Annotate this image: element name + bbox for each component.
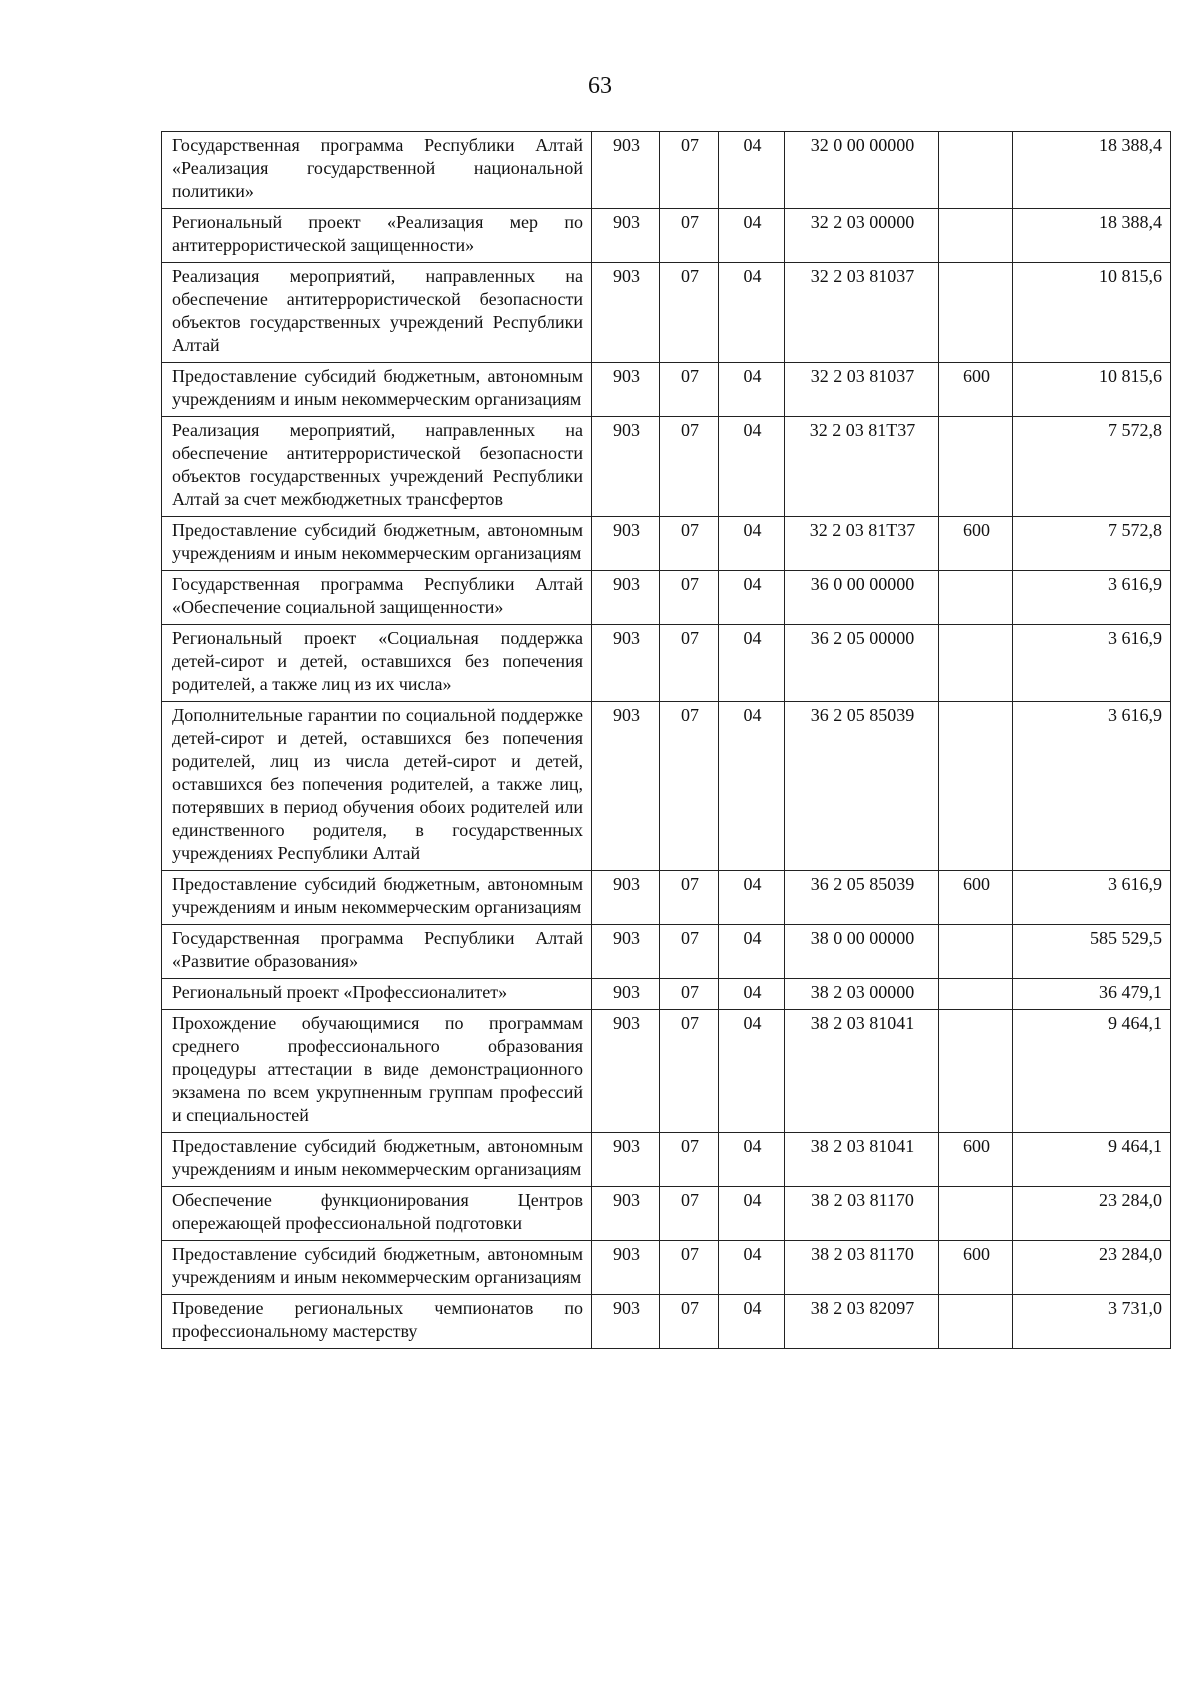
cell-target: 32 2 03 81Т37 — [785, 417, 939, 517]
cell-target: 32 2 03 81Т37 — [785, 517, 939, 571]
table-row — [162, 517, 1171, 571]
cell-name: Реализация мероприятий, направленных на обеспечение антитеррористической безопасности объектов государственных учреждений Республики Алтай — [162, 263, 592, 363]
cell-subsection: 04 — [719, 417, 785, 517]
cell-ministry: 903 — [592, 1187, 660, 1241]
cell-amount: 36 479,1 — [1013, 979, 1171, 1010]
cell-name: Предоставление субсидий бюджетным, автономным учреждениям и иным некоммерческим организациям — [162, 871, 592, 925]
cell-amount: 23 284,0 — [1013, 1187, 1171, 1241]
table-row — [162, 1241, 1171, 1295]
cell-expense-type: 600 — [939, 1133, 1013, 1187]
cell-section: 07 — [660, 417, 719, 517]
cell-ministry: 903 — [592, 209, 660, 263]
cell-ministry: 903 — [592, 1241, 660, 1295]
cell-amount: 7 572,8 — [1013, 517, 1171, 571]
cell-subsection: 04 — [719, 871, 785, 925]
cell-section: 07 — [660, 1010, 719, 1133]
cell-target: 32 2 03 81037 — [785, 363, 939, 417]
cell-amount: 7 572,8 — [1013, 417, 1171, 517]
cell-amount: 10 815,6 — [1013, 363, 1171, 417]
cell-expense-type: 600 — [939, 1241, 1013, 1295]
cell-target: 32 0 00 00000 — [785, 132, 939, 209]
cell-section: 07 — [660, 132, 719, 209]
table-row — [162, 263, 1171, 363]
table-row — [162, 1010, 1171, 1133]
cell-expense-type — [939, 132, 1013, 209]
table-row — [162, 702, 1171, 871]
cell-amount: 9 464,1 — [1013, 1133, 1171, 1187]
cell-expense-type — [939, 263, 1013, 363]
cell-subsection: 04 — [719, 1295, 785, 1349]
cell-subsection: 04 — [719, 925, 785, 979]
cell-expense-type — [939, 1187, 1013, 1241]
table-row — [162, 417, 1171, 517]
cell-target: 38 0 00 00000 — [785, 925, 939, 979]
cell-section: 07 — [660, 517, 719, 571]
cell-section: 07 — [660, 571, 719, 625]
cell-amount: 23 284,0 — [1013, 1241, 1171, 1295]
cell-target: 36 2 05 85039 — [785, 702, 939, 871]
cell-target: 36 2 05 85039 — [785, 871, 939, 925]
cell-ministry: 903 — [592, 363, 660, 417]
cell-target: 38 2 03 81170 — [785, 1241, 939, 1295]
cell-amount: 3 616,9 — [1013, 571, 1171, 625]
table-row — [162, 363, 1171, 417]
cell-amount: 3 616,9 — [1013, 702, 1171, 871]
table-row — [162, 925, 1171, 979]
table-row — [162, 871, 1171, 925]
cell-expense-type: 600 — [939, 517, 1013, 571]
cell-name: Прохождение обучающимися по программам среднего профессионального образования процедуры аттестации в виде демонстрационного экзамена по всем укрупненным группам профессий и специальностей — [162, 1010, 592, 1133]
cell-name: Государственная программа Республики Алтай «Обеспечение социальной защищенности» — [162, 571, 592, 625]
cell-subsection: 04 — [719, 1010, 785, 1133]
table-row — [162, 132, 1171, 209]
cell-section: 07 — [660, 702, 719, 871]
cell-target: 38 2 03 81170 — [785, 1187, 939, 1241]
cell-expense-type — [939, 925, 1013, 979]
cell-expense-type — [939, 979, 1013, 1010]
cell-name: Проведение региональных чемпионатов по профессиональному мастерству — [162, 1295, 592, 1349]
cell-section: 07 — [660, 1187, 719, 1241]
cell-name: Дополнительные гарантии по социальной поддержке детей-сирот и детей, оставшихся без попечения родителей, лиц из числа детей-сирот и детей, оставшихся без попечения родителей, а также лиц, потерявших в период обучения обоих родителей или единственного родителя, в государственных учреждениях Республики Алтай — [162, 702, 592, 871]
cell-name: Предоставление субсидий бюджетным, автономным учреждениям и иным некоммерческим организациям — [162, 1241, 592, 1295]
cell-amount: 3 616,9 — [1013, 625, 1171, 702]
cell-ministry: 903 — [592, 925, 660, 979]
cell-target: 38 2 03 81041 — [785, 1133, 939, 1187]
cell-section: 07 — [660, 263, 719, 363]
cell-subsection: 04 — [719, 263, 785, 363]
cell-ministry: 903 — [592, 625, 660, 702]
cell-target: 38 2 03 00000 — [785, 979, 939, 1010]
cell-target: 32 2 03 81037 — [785, 263, 939, 363]
cell-subsection: 04 — [719, 571, 785, 625]
cell-subsection: 04 — [719, 1187, 785, 1241]
cell-ministry: 903 — [592, 871, 660, 925]
cell-amount: 9 464,1 — [1013, 1010, 1171, 1133]
cell-expense-type — [939, 209, 1013, 263]
cell-target: 38 2 03 81041 — [785, 1010, 939, 1133]
cell-subsection: 04 — [719, 209, 785, 263]
table-row — [162, 1187, 1171, 1241]
cell-section: 07 — [660, 209, 719, 263]
cell-subsection: 04 — [719, 1133, 785, 1187]
table-row — [162, 571, 1171, 625]
cell-amount: 585 529,5 — [1013, 925, 1171, 979]
cell-expense-type: 600 — [939, 363, 1013, 417]
table-row — [162, 1295, 1171, 1349]
table-row — [162, 209, 1171, 263]
cell-target: 32 2 03 00000 — [785, 209, 939, 263]
cell-ministry: 903 — [592, 1295, 660, 1349]
cell-target: 38 2 03 82097 — [785, 1295, 939, 1349]
cell-expense-type — [939, 1295, 1013, 1349]
cell-name: Региональный проект «Социальная поддержка детей-сирот и детей, оставшихся без попечения родителей, а также лиц из их числа» — [162, 625, 592, 702]
cell-target: 36 2 05 00000 — [785, 625, 939, 702]
cell-subsection: 04 — [719, 702, 785, 871]
cell-ministry: 903 — [592, 263, 660, 363]
cell-subsection: 04 — [719, 363, 785, 417]
cell-section: 07 — [660, 871, 719, 925]
cell-target: 36 0 00 00000 — [785, 571, 939, 625]
cell-section: 07 — [660, 363, 719, 417]
cell-amount: 18 388,4 — [1013, 132, 1171, 209]
page-number: 63 — [588, 73, 612, 99]
cell-name: Обеспечение функционирования Центров опережающей профессиональной подготовки — [162, 1187, 592, 1241]
cell-section: 07 — [660, 1295, 719, 1349]
budget-table-body — [162, 132, 1171, 1349]
cell-subsection: 04 — [719, 517, 785, 571]
cell-expense-type — [939, 702, 1013, 871]
cell-amount: 10 815,6 — [1013, 263, 1171, 363]
cell-ministry: 903 — [592, 417, 660, 517]
cell-amount: 3 731,0 — [1013, 1295, 1171, 1349]
cell-expense-type — [939, 417, 1013, 517]
cell-subsection: 04 — [719, 979, 785, 1010]
cell-name: Предоставление субсидий бюджетным, автономным учреждениям и иным некоммерческим организациям — [162, 1133, 592, 1187]
cell-section: 07 — [660, 1241, 719, 1295]
cell-subsection: 04 — [719, 132, 785, 209]
cell-ministry: 903 — [592, 517, 660, 571]
table-row — [162, 979, 1171, 1010]
budget-table — [161, 131, 1171, 1349]
cell-expense-type — [939, 625, 1013, 702]
cell-expense-type — [939, 1010, 1013, 1133]
cell-section: 07 — [660, 925, 719, 979]
cell-section: 07 — [660, 1133, 719, 1187]
cell-name: Реализация мероприятий, направленных на обеспечение антитеррористической безопасности объектов государственных учреждений Республики Алтай за счет межбюджетных трансфертов — [162, 417, 592, 517]
cell-name: Предоставление субсидий бюджетным, автономным учреждениям и иным некоммерческим организациям — [162, 363, 592, 417]
cell-expense-type — [939, 571, 1013, 625]
cell-ministry: 903 — [592, 979, 660, 1010]
cell-subsection: 04 — [719, 625, 785, 702]
cell-ministry: 903 — [592, 1010, 660, 1133]
cell-section: 07 — [660, 979, 719, 1010]
cell-section: 07 — [660, 625, 719, 702]
cell-ministry: 903 — [592, 571, 660, 625]
cell-name: Региональный проект «Реализация мер по антитеррористической защищенности» — [162, 209, 592, 263]
cell-name: Государственная программа Республики Алтай «Реализация государственной национальной политики» — [162, 132, 592, 209]
cell-ministry: 903 — [592, 132, 660, 209]
cell-amount: 3 616,9 — [1013, 871, 1171, 925]
cell-expense-type: 600 — [939, 871, 1013, 925]
table-row — [162, 1133, 1171, 1187]
table-row — [162, 625, 1171, 702]
cell-amount: 18 388,4 — [1013, 209, 1171, 263]
cell-ministry: 903 — [592, 702, 660, 871]
cell-name: Государственная программа Республики Алтай «Развитие образования» — [162, 925, 592, 979]
cell-name: Предоставление субсидий бюджетным, автономным учреждениям и иным некоммерческим организациям — [162, 517, 592, 571]
cell-ministry: 903 — [592, 1133, 660, 1187]
cell-subsection: 04 — [719, 1241, 785, 1295]
cell-name: Региональный проект «Профессионалитет» — [162, 979, 592, 1010]
